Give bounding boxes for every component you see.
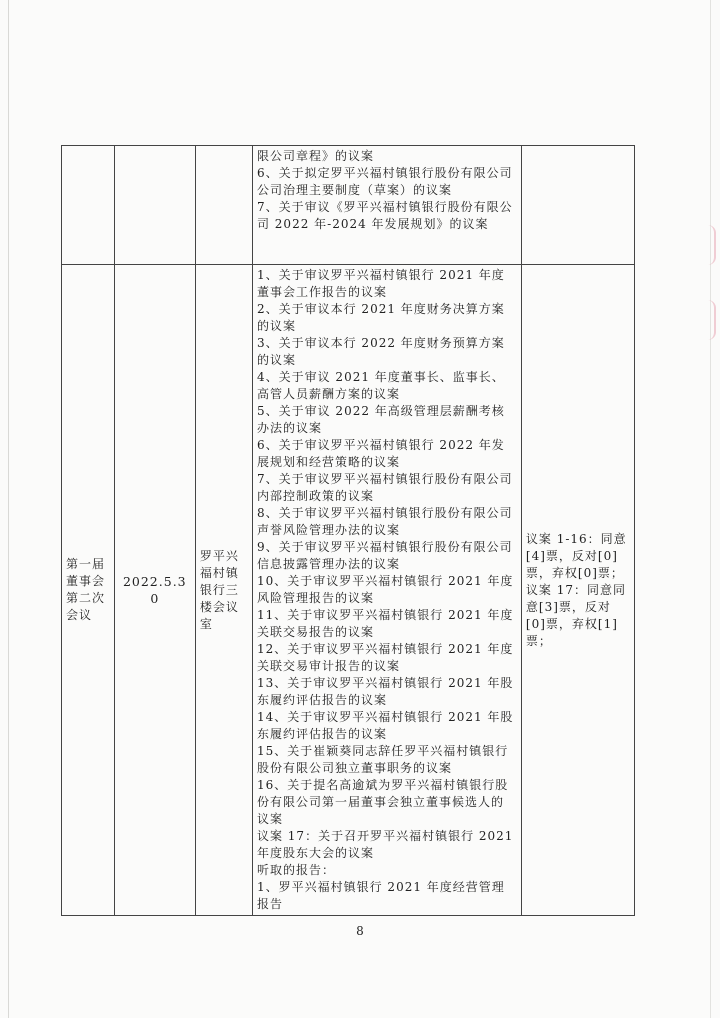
agenda-item: 限公司章程》的议案 (256, 149, 374, 163)
page-number: 8 (356, 924, 364, 938)
board-meeting-table (61, 145, 635, 916)
result-cell (521, 146, 634, 265)
agenda-item: 9、关于审议罗平兴福村镇银行股份有限公司信息披露管理办法的议案 (256, 540, 513, 571)
agenda-item: 4、关于审议 2021 年度董事长、监事长、高管人员薪酬方案的议案 (256, 370, 505, 401)
agenda-cell (252, 265, 521, 916)
agenda-item: 12、关于审议罗平兴福村镇银行 2021 年度关联交易审计报告的议案 (256, 642, 514, 673)
table-row (62, 265, 635, 916)
agenda-item: 听取的报告： (256, 863, 335, 877)
date-cell: 2022.5.30 (114, 265, 195, 916)
agenda-item: 1、罗平兴福村镇银行 2021 年度经营管理报告 (256, 880, 505, 911)
result-cell: 议案 1-16：同意[4]票，反对[0]票，弃权[0]票；议案 17：同意同意[3]票，反对[0]票，弃权[1]票； (521, 265, 634, 916)
agenda-item: 7、关于审议罗平兴福村镇银行股份有限公司内部控制政策的议案 (256, 472, 513, 503)
agenda-item: 10、关于审议罗平兴福村镇银行 2021 年度风险管理报告的议案 (256, 574, 514, 605)
page-edge-left (8, 0, 9, 1018)
meeting-cell: 第一届董事会第二次会议 (62, 265, 115, 916)
location-cell: 罗平兴福村镇银行三楼会议室 (195, 265, 252, 916)
meeting-cell (62, 146, 115, 265)
seal-fragment (700, 225, 716, 265)
page-edge-right (710, 0, 711, 1018)
agenda-cell (252, 146, 521, 265)
agenda-item: 15、关于崔颖葵同志辞任罗平兴福村镇银行股份有限公司独立董事职务的议案 (256, 744, 509, 775)
agenda-item: 11、关于审议罗平兴福村镇银行 2021 年度关联交易报告的议案 (256, 608, 514, 639)
agenda-item: 13、关于审议罗平兴福村镇银行 2021 年股东履约评估报告的议案 (256, 676, 514, 707)
agenda-item: 14、关于审议罗平兴福村镇银行 2021 年股东履约评估报告的议案 (256, 710, 514, 741)
location-cell (195, 146, 252, 265)
agenda-item: 7、关于审议《罗平兴福村镇银行股份有限公司 2022 年-2024 年发展规划》的议案 (256, 200, 513, 231)
agenda-item: 3、关于审议本行 2022 年度财务预算方案的议案 (256, 336, 505, 367)
date-cell (114, 146, 195, 265)
agenda-item: 6、关于拟定罗平兴福村镇银行股份有限公司公司治理主要制度（草案）的议案 (256, 166, 513, 197)
agenda-item: 1、关于审议罗平兴福村镇银行 2021 年度董事会工作报告的议案 (256, 268, 505, 299)
agenda-item: 5、关于审议 2022 年高级管理层薪酬考核办法的议案 (256, 404, 505, 435)
seal-fragment (700, 300, 716, 340)
agenda-item: 16、关于提名高逾斌为罗平兴福村镇银行股份有限公司第一届董事会独立董事候选人的议案 (256, 778, 509, 826)
agenda-item: 8、关于审议罗平兴福村镇银行股份有限公司声誉风险管理办法的议案 (256, 506, 513, 537)
agenda-item: 议案 17：关于召开罗平兴福村镇银行 2021 年度股东大会的议案 (256, 829, 514, 860)
table-row (62, 146, 635, 265)
agenda-item: 6、关于审议罗平兴福村镇银行 2022 年发展规划和经营策略的议案 (256, 438, 505, 469)
agenda-item: 2、关于审议本行 2021 年度财务决算方案的议案 (256, 302, 505, 333)
